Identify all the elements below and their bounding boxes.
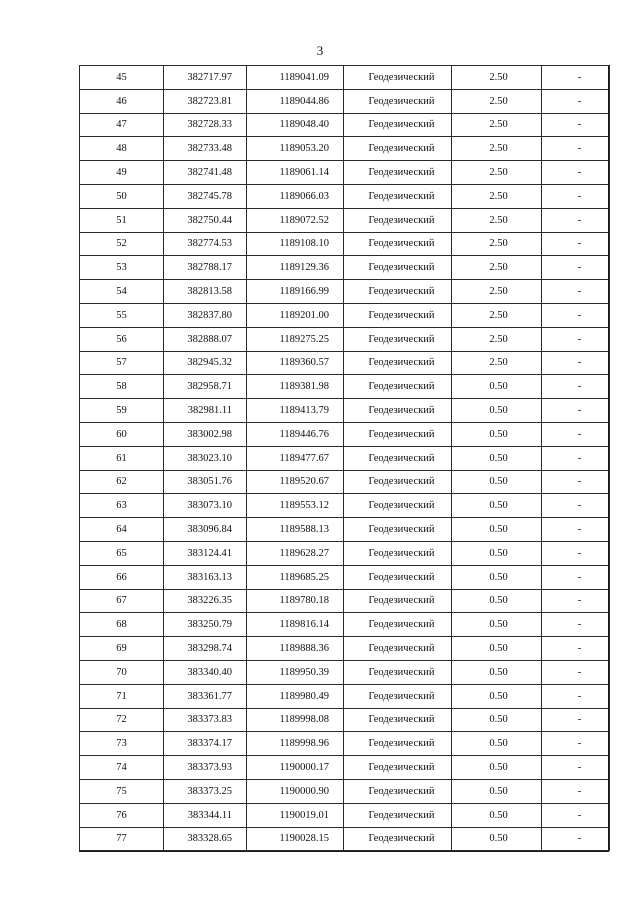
y-coordinate-cell: 1189066.03: [247, 184, 344, 208]
method-cell: Геодезический: [344, 660, 452, 684]
note-cell: -: [542, 137, 610, 161]
accuracy-cell: 2.50: [452, 137, 542, 161]
table-row: [80, 613, 610, 637]
point-number-cell: 56: [80, 327, 164, 351]
method-cell: Геодезический: [344, 756, 452, 780]
accuracy-cell: 0.50: [452, 375, 542, 399]
table-row: [80, 375, 610, 399]
table-row: [80, 565, 610, 589]
note-cell: -: [542, 303, 610, 327]
accuracy-cell: 2.50: [452, 327, 542, 351]
accuracy-cell: 0.50: [452, 613, 542, 637]
accuracy-cell: 0.50: [452, 660, 542, 684]
x-coordinate-cell: 382733.48: [164, 137, 247, 161]
point-number-cell: 67: [80, 589, 164, 613]
accuracy-cell: 0.50: [452, 518, 542, 542]
x-coordinate-cell: 382945.32: [164, 351, 247, 375]
method-cell: Геодезический: [344, 684, 452, 708]
point-number-cell: 72: [80, 708, 164, 732]
note-cell: -: [542, 589, 610, 613]
x-coordinate-cell: 383344.11: [164, 803, 247, 827]
method-cell: Геодезический: [344, 446, 452, 470]
accuracy-cell: 2.50: [452, 232, 542, 256]
point-number-cell: 70: [80, 660, 164, 684]
accuracy-cell: 0.50: [452, 708, 542, 732]
table-row: [80, 184, 610, 208]
method-cell: Геодезический: [344, 637, 452, 661]
point-number-cell: 73: [80, 732, 164, 756]
method-cell: Геодезический: [344, 803, 452, 827]
accuracy-cell: 0.50: [452, 779, 542, 803]
table-row: [80, 684, 610, 708]
table-row: [80, 89, 610, 113]
x-coordinate-cell: 383073.10: [164, 494, 247, 518]
table-row: [80, 708, 610, 732]
point-number-cell: 59: [80, 399, 164, 423]
method-cell: Геодезический: [344, 708, 452, 732]
y-coordinate-cell: 1189275.25: [247, 327, 344, 351]
point-number-cell: 63: [80, 494, 164, 518]
accuracy-cell: 0.50: [452, 422, 542, 446]
y-coordinate-cell: 1189888.36: [247, 637, 344, 661]
note-cell: -: [542, 541, 610, 565]
accuracy-cell: 2.50: [452, 161, 542, 185]
method-cell: Геодезический: [344, 256, 452, 280]
accuracy-cell: 0.50: [452, 446, 542, 470]
y-coordinate-cell: 1189477.67: [247, 446, 344, 470]
note-cell: -: [542, 565, 610, 589]
method-cell: Геодезический: [344, 137, 452, 161]
accuracy-cell: 0.50: [452, 565, 542, 589]
point-number-cell: 58: [80, 375, 164, 399]
y-coordinate-cell: 1189053.20: [247, 137, 344, 161]
method-cell: Геодезический: [344, 208, 452, 232]
y-coordinate-cell: 1190000.90: [247, 779, 344, 803]
point-number-cell: 46: [80, 89, 164, 113]
point-number-cell: 77: [80, 827, 164, 851]
note-cell: -: [542, 327, 610, 351]
table-row: [80, 351, 610, 375]
note-cell: -: [542, 613, 610, 637]
accuracy-cell: 0.50: [452, 589, 542, 613]
accuracy-cell: 2.50: [452, 351, 542, 375]
accuracy-cell: 2.50: [452, 280, 542, 304]
x-coordinate-cell: 382717.97: [164, 66, 247, 90]
x-coordinate-cell: 383373.25: [164, 779, 247, 803]
note-cell: -: [542, 756, 610, 780]
table-row: [80, 66, 610, 90]
point-number-cell: 60: [80, 422, 164, 446]
note-cell: -: [542, 161, 610, 185]
method-cell: Геодезический: [344, 399, 452, 423]
point-number-cell: 66: [80, 565, 164, 589]
y-coordinate-cell: 1189980.49: [247, 684, 344, 708]
x-coordinate-cell: 383124.41: [164, 541, 247, 565]
accuracy-cell: 2.50: [452, 303, 542, 327]
x-coordinate-cell: 383002.98: [164, 422, 247, 446]
table-row: [80, 399, 610, 423]
x-coordinate-cell: 383226.35: [164, 589, 247, 613]
point-number-cell: 50: [80, 184, 164, 208]
y-coordinate-cell: 1190028.15: [247, 827, 344, 851]
y-coordinate-cell: 1189108.10: [247, 232, 344, 256]
table-row: [80, 803, 610, 827]
method-cell: Геодезический: [344, 161, 452, 185]
x-coordinate-cell: 382981.11: [164, 399, 247, 423]
note-cell: -: [542, 446, 610, 470]
table-row: [80, 494, 610, 518]
method-cell: Геодезический: [344, 589, 452, 613]
point-number-cell: 52: [80, 232, 164, 256]
coordinates-table-frame: [79, 66, 609, 852]
accuracy-cell: 2.50: [452, 66, 542, 90]
table-row: [80, 446, 610, 470]
x-coordinate-cell: 382813.58: [164, 280, 247, 304]
x-coordinate-cell: 383163.13: [164, 565, 247, 589]
y-coordinate-cell: 1189446.76: [247, 422, 344, 446]
method-cell: Геодезический: [344, 470, 452, 494]
table-row: [80, 541, 610, 565]
x-coordinate-cell: 382837.80: [164, 303, 247, 327]
y-coordinate-cell: 1189201.00: [247, 303, 344, 327]
coordinates-table: [79, 65, 610, 851]
x-coordinate-cell: 382774.53: [164, 232, 247, 256]
note-cell: -: [542, 637, 610, 661]
table-row: [80, 756, 610, 780]
y-coordinate-cell: 1190019.01: [247, 803, 344, 827]
x-coordinate-cell: 383051.76: [164, 470, 247, 494]
y-coordinate-cell: 1189041.09: [247, 66, 344, 90]
note-cell: -: [542, 660, 610, 684]
x-coordinate-cell: 383374.17: [164, 732, 247, 756]
point-number-cell: 61: [80, 446, 164, 470]
point-number-cell: 75: [80, 779, 164, 803]
y-coordinate-cell: 1189685.25: [247, 565, 344, 589]
note-cell: -: [542, 351, 610, 375]
y-coordinate-cell: 1189413.79: [247, 399, 344, 423]
table-row: [80, 137, 610, 161]
table-row: [80, 660, 610, 684]
note-cell: -: [542, 375, 610, 399]
x-coordinate-cell: 383361.77: [164, 684, 247, 708]
accuracy-cell: 0.50: [452, 756, 542, 780]
table-row: [80, 732, 610, 756]
note-cell: -: [542, 779, 610, 803]
method-cell: Геодезический: [344, 351, 452, 375]
note-cell: -: [542, 494, 610, 518]
y-coordinate-cell: 1189998.96: [247, 732, 344, 756]
point-number-cell: 53: [80, 256, 164, 280]
method-cell: Геодезический: [344, 232, 452, 256]
point-number-cell: 57: [80, 351, 164, 375]
table-row: [80, 303, 610, 327]
y-coordinate-cell: 1189129.36: [247, 256, 344, 280]
point-number-cell: 47: [80, 113, 164, 137]
x-coordinate-cell: 383250.79: [164, 613, 247, 637]
note-cell: -: [542, 422, 610, 446]
table-row: [80, 518, 610, 542]
method-cell: Геодезический: [344, 565, 452, 589]
y-coordinate-cell: 1189998.08: [247, 708, 344, 732]
accuracy-cell: 0.50: [452, 399, 542, 423]
method-cell: Геодезический: [344, 518, 452, 542]
note-cell: -: [542, 684, 610, 708]
accuracy-cell: 0.50: [452, 803, 542, 827]
method-cell: Геодезический: [344, 303, 452, 327]
x-coordinate-cell: 383328.65: [164, 827, 247, 851]
accuracy-cell: 0.50: [452, 494, 542, 518]
accuracy-cell: 0.50: [452, 684, 542, 708]
accuracy-cell: 0.50: [452, 470, 542, 494]
note-cell: -: [542, 708, 610, 732]
point-number-cell: 51: [80, 208, 164, 232]
method-cell: Геодезический: [344, 779, 452, 803]
y-coordinate-cell: 1189950.39: [247, 660, 344, 684]
x-coordinate-cell: 382728.33: [164, 113, 247, 137]
table-row: [80, 113, 610, 137]
y-coordinate-cell: 1189816.14: [247, 613, 344, 637]
y-coordinate-cell: 1189166.99: [247, 280, 344, 304]
y-coordinate-cell: 1189553.12: [247, 494, 344, 518]
point-number-cell: 64: [80, 518, 164, 542]
note-cell: -: [542, 208, 610, 232]
table-row: [80, 280, 610, 304]
table-row: [80, 827, 610, 851]
note-cell: -: [542, 113, 610, 137]
x-coordinate-cell: 382741.48: [164, 161, 247, 185]
table-row: [80, 256, 610, 280]
y-coordinate-cell: 1189048.40: [247, 113, 344, 137]
note-cell: -: [542, 184, 610, 208]
y-coordinate-cell: 1189061.14: [247, 161, 344, 185]
point-number-cell: 69: [80, 637, 164, 661]
x-coordinate-cell: 383096.84: [164, 518, 247, 542]
point-number-cell: 74: [80, 756, 164, 780]
note-cell: -: [542, 89, 610, 113]
x-coordinate-cell: 382788.17: [164, 256, 247, 280]
method-cell: Геодезический: [344, 613, 452, 637]
y-coordinate-cell: 1189044.86: [247, 89, 344, 113]
accuracy-cell: 0.50: [452, 732, 542, 756]
method-cell: Геодезический: [344, 280, 452, 304]
x-coordinate-cell: 383298.74: [164, 637, 247, 661]
point-number-cell: 48: [80, 137, 164, 161]
note-cell: -: [542, 280, 610, 304]
x-coordinate-cell: 382723.81: [164, 89, 247, 113]
point-number-cell: 68: [80, 613, 164, 637]
accuracy-cell: 2.50: [452, 184, 542, 208]
method-cell: Геодезический: [344, 541, 452, 565]
accuracy-cell: 2.50: [452, 113, 542, 137]
table-row: [80, 208, 610, 232]
point-number-cell: 65: [80, 541, 164, 565]
method-cell: Геодезический: [344, 732, 452, 756]
method-cell: Геодезический: [344, 827, 452, 851]
y-coordinate-cell: 1189780.18: [247, 589, 344, 613]
method-cell: Геодезический: [344, 375, 452, 399]
table-row: [80, 327, 610, 351]
y-coordinate-cell: 1190000.17: [247, 756, 344, 780]
point-number-cell: 55: [80, 303, 164, 327]
method-cell: Геодезический: [344, 184, 452, 208]
table-row: [80, 637, 610, 661]
accuracy-cell: 2.50: [452, 208, 542, 232]
table-row: [80, 232, 610, 256]
x-coordinate-cell: 383373.93: [164, 756, 247, 780]
accuracy-cell: 0.50: [452, 637, 542, 661]
accuracy-cell: 2.50: [452, 256, 542, 280]
method-cell: Геодезический: [344, 422, 452, 446]
x-coordinate-cell: 383373.83: [164, 708, 247, 732]
y-coordinate-cell: 1189588.13: [247, 518, 344, 542]
x-coordinate-cell: 382750.44: [164, 208, 247, 232]
y-coordinate-cell: 1189360.57: [247, 351, 344, 375]
accuracy-cell: 0.50: [452, 827, 542, 851]
point-number-cell: 45: [80, 66, 164, 90]
x-coordinate-cell: 382958.71: [164, 375, 247, 399]
point-number-cell: 54: [80, 280, 164, 304]
page-number: 3: [316, 43, 324, 58]
y-coordinate-cell: 1189628.27: [247, 541, 344, 565]
x-coordinate-cell: 382745.78: [164, 184, 247, 208]
note-cell: -: [542, 232, 610, 256]
x-coordinate-cell: 382888.07: [164, 327, 247, 351]
note-cell: -: [542, 518, 610, 542]
table-row: [80, 422, 610, 446]
point-number-cell: 71: [80, 684, 164, 708]
note-cell: -: [542, 66, 610, 90]
y-coordinate-cell: 1189520.67: [247, 470, 344, 494]
note-cell: -: [542, 256, 610, 280]
table-row: [80, 161, 610, 185]
method-cell: Геодезический: [344, 113, 452, 137]
note-cell: -: [542, 470, 610, 494]
table-row: [80, 470, 610, 494]
note-cell: -: [542, 827, 610, 851]
method-cell: Геодезический: [344, 494, 452, 518]
table-row: [80, 589, 610, 613]
note-cell: -: [542, 732, 610, 756]
point-number-cell: 76: [80, 803, 164, 827]
method-cell: Геодезический: [344, 66, 452, 90]
table-body: [80, 66, 610, 851]
point-number-cell: 62: [80, 470, 164, 494]
y-coordinate-cell: 1189072.52: [247, 208, 344, 232]
table-row: [80, 779, 610, 803]
note-cell: -: [542, 399, 610, 423]
method-cell: Геодезический: [344, 327, 452, 351]
method-cell: Геодезический: [344, 89, 452, 113]
accuracy-cell: 2.50: [452, 89, 542, 113]
x-coordinate-cell: 383340.40: [164, 660, 247, 684]
y-coordinate-cell: 1189381.98: [247, 375, 344, 399]
accuracy-cell: 0.50: [452, 541, 542, 565]
point-number-cell: 49: [80, 161, 164, 185]
note-cell: -: [542, 803, 610, 827]
x-coordinate-cell: 383023.10: [164, 446, 247, 470]
